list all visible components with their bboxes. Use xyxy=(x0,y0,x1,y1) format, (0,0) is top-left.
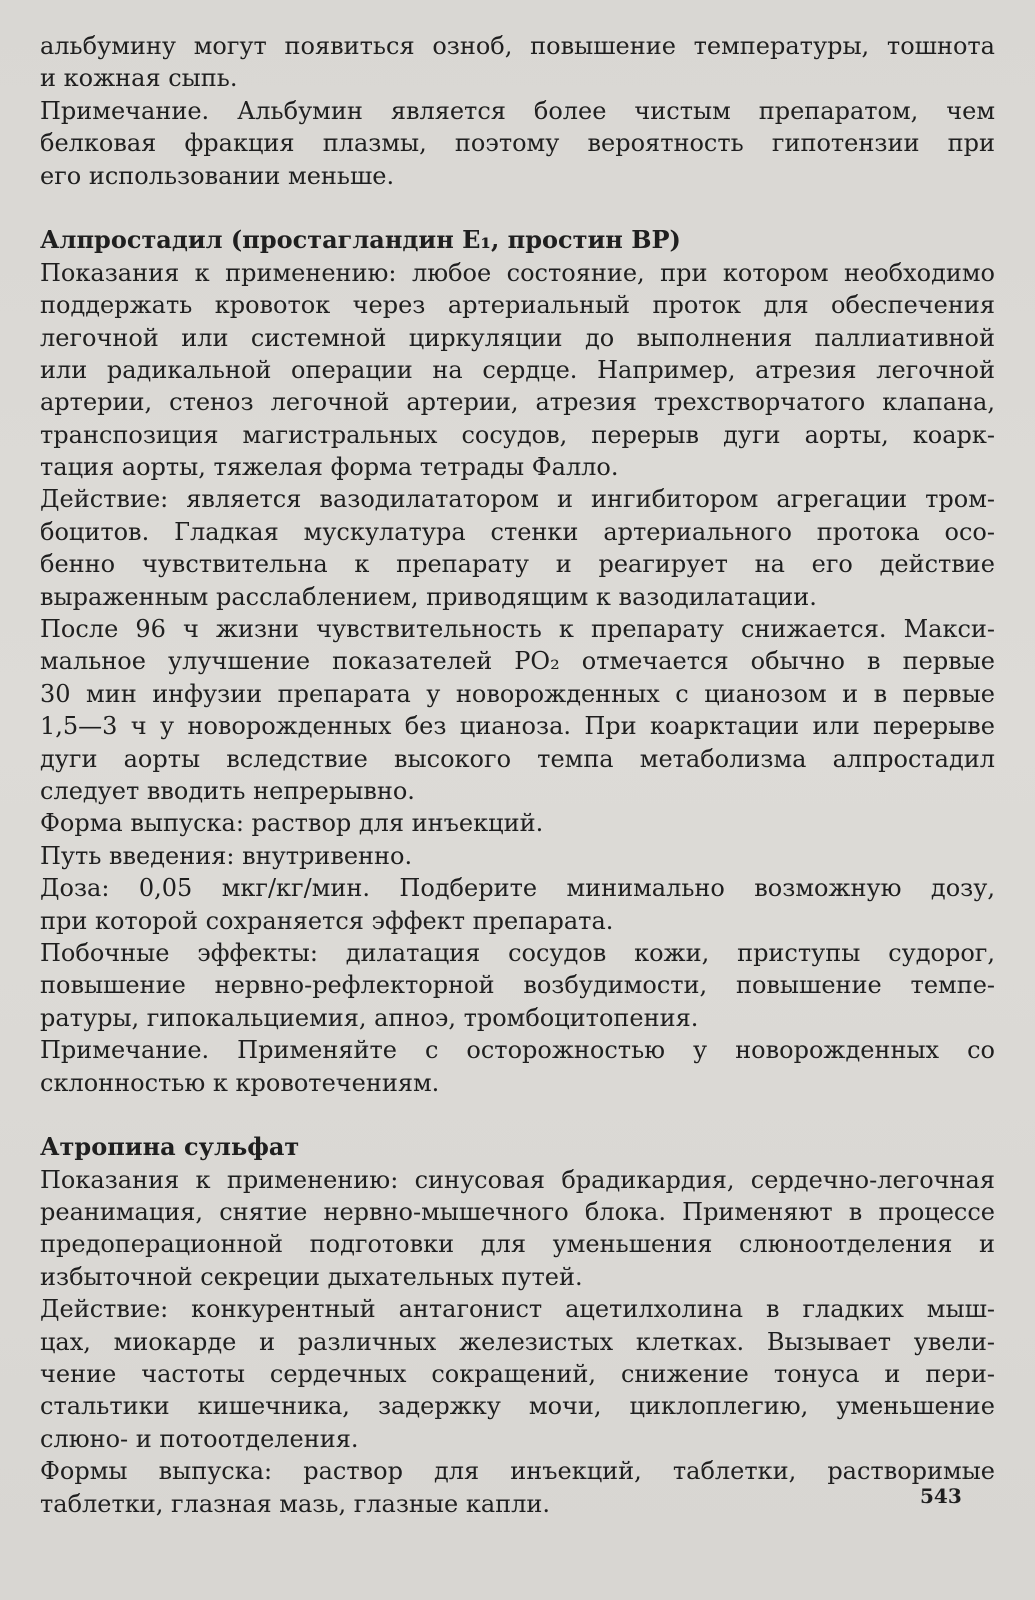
text-line: тация аорты, тяжелая форма тетрады Фалло. xyxy=(40,453,619,482)
text-line: После 96 ч жизни чувствительность к препарату снижается. Макси- xyxy=(40,615,995,644)
text-line: Примечание. Применяйте с осторожностью у новорожденных со xyxy=(40,1036,995,1065)
text-line: Показания к применению: синусовая брадикардия, сердечно-легочная xyxy=(40,1165,995,1194)
text-line: 30 мин инфузии препарата у новорожденных с цианозом и в первые xyxy=(40,679,995,708)
text-line: Примечание. Альбумин является более чистым препаратом, чем xyxy=(40,96,995,125)
text-line: Показания к применению: любое состояние, при котором необходимо xyxy=(40,258,995,287)
text-line: предоперационной подготовки для уменьшения слюноотделения и xyxy=(40,1230,995,1259)
section-heading-alprostadil: Алпростадил (простагландин E₁, простин ВР) xyxy=(40,225,681,255)
text-line: его использовании меньше. xyxy=(40,161,395,190)
paragraph-gap xyxy=(40,1099,995,1131)
text-line: дуги аорты вследствие высокого темпа метаболизма алпростадил xyxy=(40,744,995,773)
text-line: 1,5—3 ч у новорожденных без цианоза. При коарктации или перерыве xyxy=(40,712,995,741)
section-heading-atropine: Атропина сульфат xyxy=(40,1132,300,1162)
text-line: альбумину могут появиться озноб, повышение температуры, тошнота xyxy=(40,32,995,60)
text-line: и кожная сыпь. xyxy=(40,64,238,93)
text-line: Доза: 0,05 мкг/кг/мин. Подберите минимально возможную дозу, xyxy=(40,874,995,903)
text-line: следует вводить непрерывно. xyxy=(40,776,415,805)
text-line: стальтики кишечника, задержку мочи, циклоплегию, уменьшение xyxy=(40,1392,995,1421)
text-line: цах, миокарде и различных железистых клетках. Вызывает увели- xyxy=(40,1327,995,1356)
text-line: при которой сохраняется эффект препарата. xyxy=(40,906,614,935)
text-line: чение частоты сердечных сокращений, снижение тонуса и пери- xyxy=(40,1360,995,1389)
text-line: бенно чувствительна к препарату и реагирует на его действие xyxy=(40,550,995,579)
paragraph-gap xyxy=(40,192,995,224)
text-line: Побочные эффекты: дилатация сосудов кожи, приступы судорог, xyxy=(40,938,995,967)
text-line: повышение нервно-рефлекторной возбудимости, повышение темпе- xyxy=(40,971,995,1000)
text-line: выраженным расслаблением, приводящим к вазодилатации. xyxy=(40,582,817,611)
text-line: белковая фракция плазмы, поэтому вероятность гипотензии при xyxy=(40,129,995,158)
text-line: склонностью к кровотечениям. xyxy=(40,1068,440,1097)
text-line: поддержать кровоток через артериальный проток для обеспечения xyxy=(40,291,995,320)
text-line: реанимация, снятие нервно-мышечного блока. Применяют в процессе xyxy=(40,1198,995,1227)
text-line: таблетки, глазная мазь, глазные капли. xyxy=(40,1489,551,1518)
text-line: Формы выпуска: раствор для инъекций, таблетки, растворимые xyxy=(40,1457,995,1486)
text-line: боцитов. Гладкая мускулатура стенки артериального протока осо- xyxy=(40,517,995,546)
text-line: ратуры, гипокальциемия, апноэ, тромбоцитопения. xyxy=(40,1003,699,1032)
text-line: слюно- и потоотделения. xyxy=(40,1424,359,1453)
text-line: транспозиция магистральных сосудов, перерыв дуги аорты, коарк- xyxy=(40,420,995,449)
text-line: избыточной секреции дыхательных путей. xyxy=(40,1262,583,1291)
text-line: или радикальной операции на сердце. Например, атрезия легочной xyxy=(40,355,995,384)
text-line: Действие: является вазодилататором и ингибитором агрегации тром- xyxy=(40,485,995,514)
text-line: Форма выпуска: раствор для инъекций. xyxy=(40,809,544,838)
text-line: артерии, стеноз легочной артерии, атрезия трехстворчатого клапана, xyxy=(40,388,995,417)
text-line: Путь введения: внутривенно. xyxy=(40,841,413,870)
text-body xyxy=(40,30,995,1520)
text-line: Действие: конкурентный антагонист ацетилхолина в гладких мыш- xyxy=(40,1295,995,1324)
text-line: мальное улучшение показателей PO₂ отмечается обычно в первые xyxy=(40,647,995,676)
text-line: легочной или системной циркуляции до выполнения паллиативной xyxy=(40,323,995,352)
page-number: 543 xyxy=(920,1484,962,1508)
